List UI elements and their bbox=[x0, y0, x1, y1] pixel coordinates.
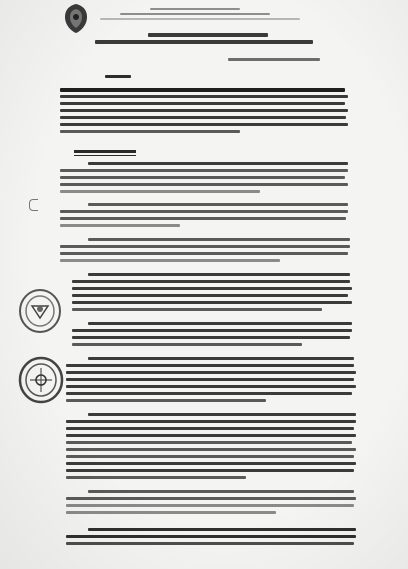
text-line bbox=[88, 490, 354, 493]
text-line bbox=[88, 162, 348, 165]
text-line bbox=[66, 469, 354, 472]
text-line bbox=[88, 273, 350, 276]
text-line bbox=[60, 95, 348, 98]
text-line bbox=[60, 176, 345, 179]
text-line bbox=[60, 88, 345, 92]
text-line bbox=[66, 399, 266, 402]
text-line bbox=[60, 123, 348, 126]
header-line bbox=[100, 18, 300, 20]
text-line bbox=[88, 238, 350, 241]
considerando-heading bbox=[74, 150, 136, 153]
text-line bbox=[60, 183, 348, 186]
text-line bbox=[60, 210, 348, 213]
text-line bbox=[88, 413, 356, 416]
text-line bbox=[66, 392, 352, 395]
text-line bbox=[72, 280, 350, 283]
text-line bbox=[66, 476, 246, 479]
text-line bbox=[66, 448, 356, 451]
text-line bbox=[66, 385, 356, 388]
date-line bbox=[228, 58, 320, 61]
margin-mark bbox=[29, 199, 38, 211]
text-line bbox=[88, 203, 348, 206]
text-line bbox=[66, 511, 276, 514]
text-line bbox=[72, 336, 350, 339]
text-line bbox=[72, 301, 352, 304]
header-line bbox=[120, 13, 270, 15]
text-line bbox=[72, 343, 302, 346]
text-line bbox=[60, 259, 280, 262]
text-line bbox=[72, 287, 352, 290]
text-line bbox=[60, 190, 260, 193]
resolution-title-line bbox=[95, 40, 313, 44]
coat-of-arms-icon bbox=[62, 2, 90, 34]
text-line bbox=[60, 102, 345, 105]
text-line bbox=[60, 169, 348, 172]
text-line bbox=[66, 504, 354, 507]
seal-icon bbox=[18, 356, 64, 404]
text-line bbox=[66, 542, 354, 545]
text-line bbox=[66, 462, 356, 465]
text-line bbox=[72, 329, 352, 332]
text-line bbox=[60, 116, 346, 119]
text-line bbox=[66, 427, 354, 430]
text-line bbox=[66, 535, 356, 538]
text-line bbox=[66, 364, 354, 367]
text-line bbox=[66, 371, 356, 374]
text-line bbox=[60, 224, 180, 227]
text-line bbox=[66, 497, 356, 500]
text-line bbox=[60, 217, 346, 220]
text-line bbox=[66, 434, 356, 437]
visto-heading bbox=[105, 75, 131, 78]
resolution-title-line bbox=[148, 33, 268, 37]
text-line bbox=[60, 245, 350, 248]
text-line bbox=[72, 294, 348, 297]
seal-icon bbox=[18, 288, 62, 334]
text-line bbox=[66, 441, 352, 444]
text-line bbox=[60, 252, 348, 255]
text-line bbox=[66, 455, 354, 458]
text-line bbox=[72, 308, 322, 311]
text-line bbox=[88, 528, 356, 531]
text-line bbox=[66, 378, 354, 381]
header-line bbox=[150, 8, 240, 10]
text-line bbox=[88, 357, 354, 360]
text-line bbox=[60, 109, 348, 112]
text-line bbox=[66, 420, 356, 423]
text-line bbox=[60, 130, 240, 133]
text-line bbox=[88, 322, 352, 325]
